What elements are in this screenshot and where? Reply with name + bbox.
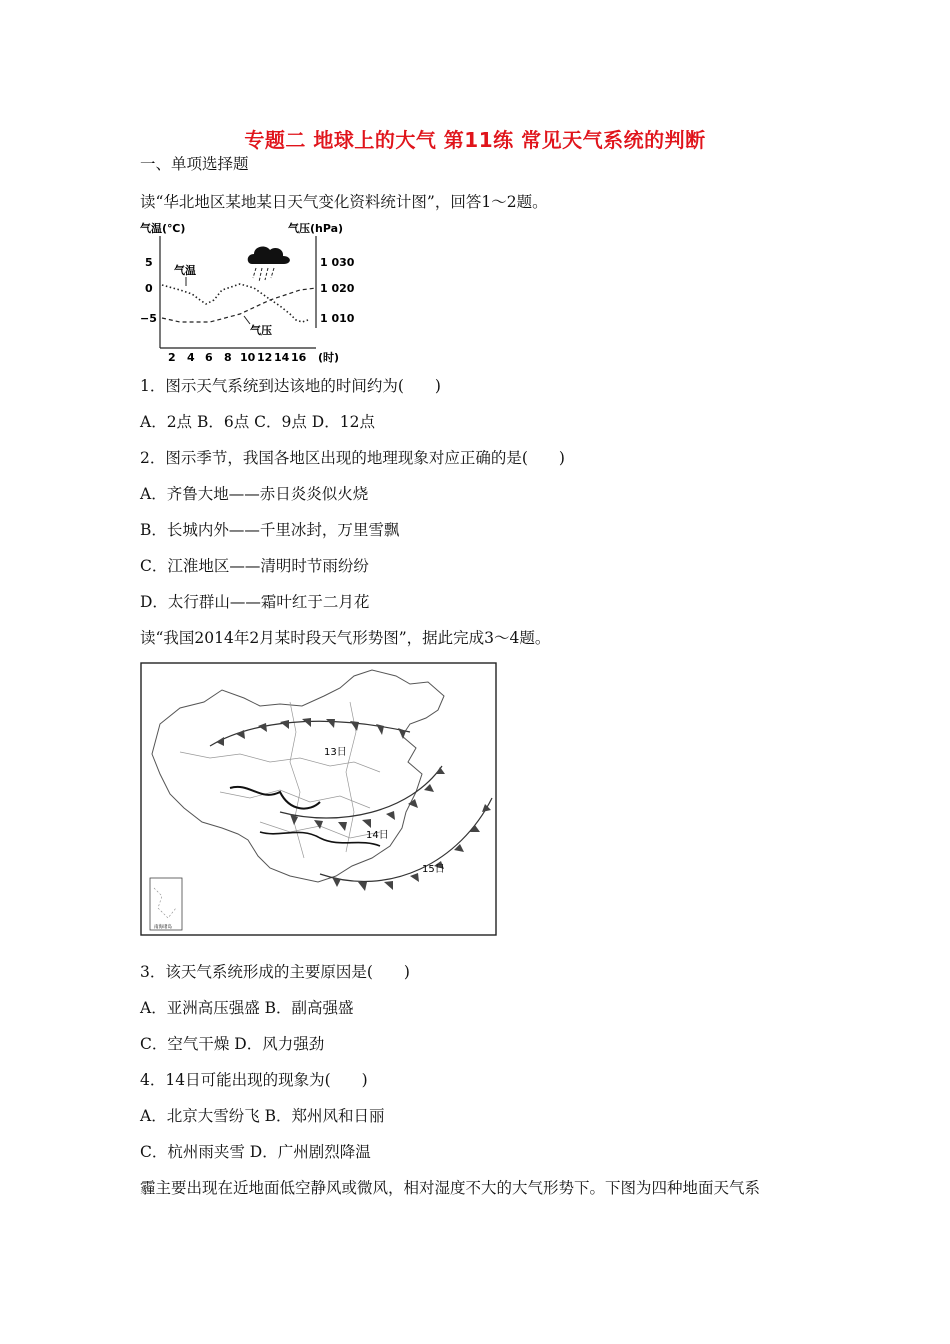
q4-stem: 4．14日可能出现的现象为( ) xyxy=(140,1071,368,1089)
q2-option-d: D．太行群山——霜叶红于二月花 xyxy=(140,593,370,611)
pressure-label-pointer xyxy=(244,316,250,324)
left-axis-label: 气温(℃) xyxy=(140,222,186,235)
x-tick: 12 xyxy=(257,351,273,364)
inset-label: 南海诸岛 xyxy=(154,925,172,930)
front-label-14: 14日 xyxy=(366,830,389,841)
weather-chart xyxy=(140,218,360,364)
right-axis-label: 气压(hPa) xyxy=(288,222,344,235)
x-unit: (时) xyxy=(318,351,340,364)
front-label-13: 13日 xyxy=(324,747,347,758)
pressure-label: 气压 xyxy=(250,324,272,337)
q3-options-cd: C．空气干燥 D．风力强劲 xyxy=(140,1035,325,1053)
left-tick: 0 xyxy=(145,282,153,295)
q1-stem: 1．图示天气系统到达该地的时间约为( ) xyxy=(140,377,441,395)
intro-2: 读“我国2014年2月某时段天气形势图”，据此完成3～4题。 xyxy=(140,629,551,647)
intro-1: 读“华北地区某地某日天气变化资料统计图”，回答1～2题。 xyxy=(140,193,548,211)
q2-option-b: B．长城内外——千里冰封，万里雪飘 xyxy=(140,521,400,539)
x-tick: 10 xyxy=(240,351,256,364)
temp-label: 气温 xyxy=(174,264,196,277)
x-tick: 2 xyxy=(168,351,176,364)
temperature-line xyxy=(162,284,308,322)
q3-stem: 3．该天气系统形成的主要原因是( ) xyxy=(140,963,410,981)
x-tick: 8 xyxy=(224,351,232,364)
map-frame xyxy=(141,663,496,935)
right-tick: 1 010 xyxy=(320,312,355,325)
left-tick: −5 xyxy=(140,312,157,325)
x-tick: 14 xyxy=(274,351,290,364)
trailing-paragraph: 霾主要出现在近地面低空静风或微风，相对湿度不大的大气形势下。下图为四种地面天气系 xyxy=(140,1179,761,1197)
front-label-15: 15日 xyxy=(422,864,445,875)
page-title: 专题二 地球上的大气 第11练 常见天气系统的判断 xyxy=(244,128,706,152)
q2-option-c: C．江淮地区——清明时节雨纷纷 xyxy=(140,557,369,575)
x-tick: 16 xyxy=(291,351,307,364)
q2-option-a: A．齐鲁大地——赤日炎炎似火烧 xyxy=(140,485,369,503)
rain-cloud-icon xyxy=(248,247,290,282)
x-tick: 4 xyxy=(187,351,195,364)
weather-map xyxy=(140,662,497,936)
right-tick: 1 020 xyxy=(320,282,355,295)
q4-options-ab: A．北京大雪纷飞 B．郑州风和日丽 xyxy=(140,1107,385,1125)
south-sea-inset xyxy=(150,878,182,930)
q4-options-cd: C．杭州雨夹雪 D．广州剧烈降温 xyxy=(140,1143,371,1161)
section-heading: 一、单项选择题 xyxy=(140,155,249,173)
q2-stem: 2．图示季节，我国各地区出现的地理现象对应正确的是( ) xyxy=(140,449,565,467)
q1-options: A．2点 B．6点 C．9点 D．12点 xyxy=(140,413,375,431)
left-tick: 5 xyxy=(145,256,153,269)
q3-options-ab: A．亚洲高压强盛 B．副高强盛 xyxy=(140,999,354,1017)
x-tick: 6 xyxy=(205,351,213,364)
right-tick: 1 030 xyxy=(320,256,355,269)
